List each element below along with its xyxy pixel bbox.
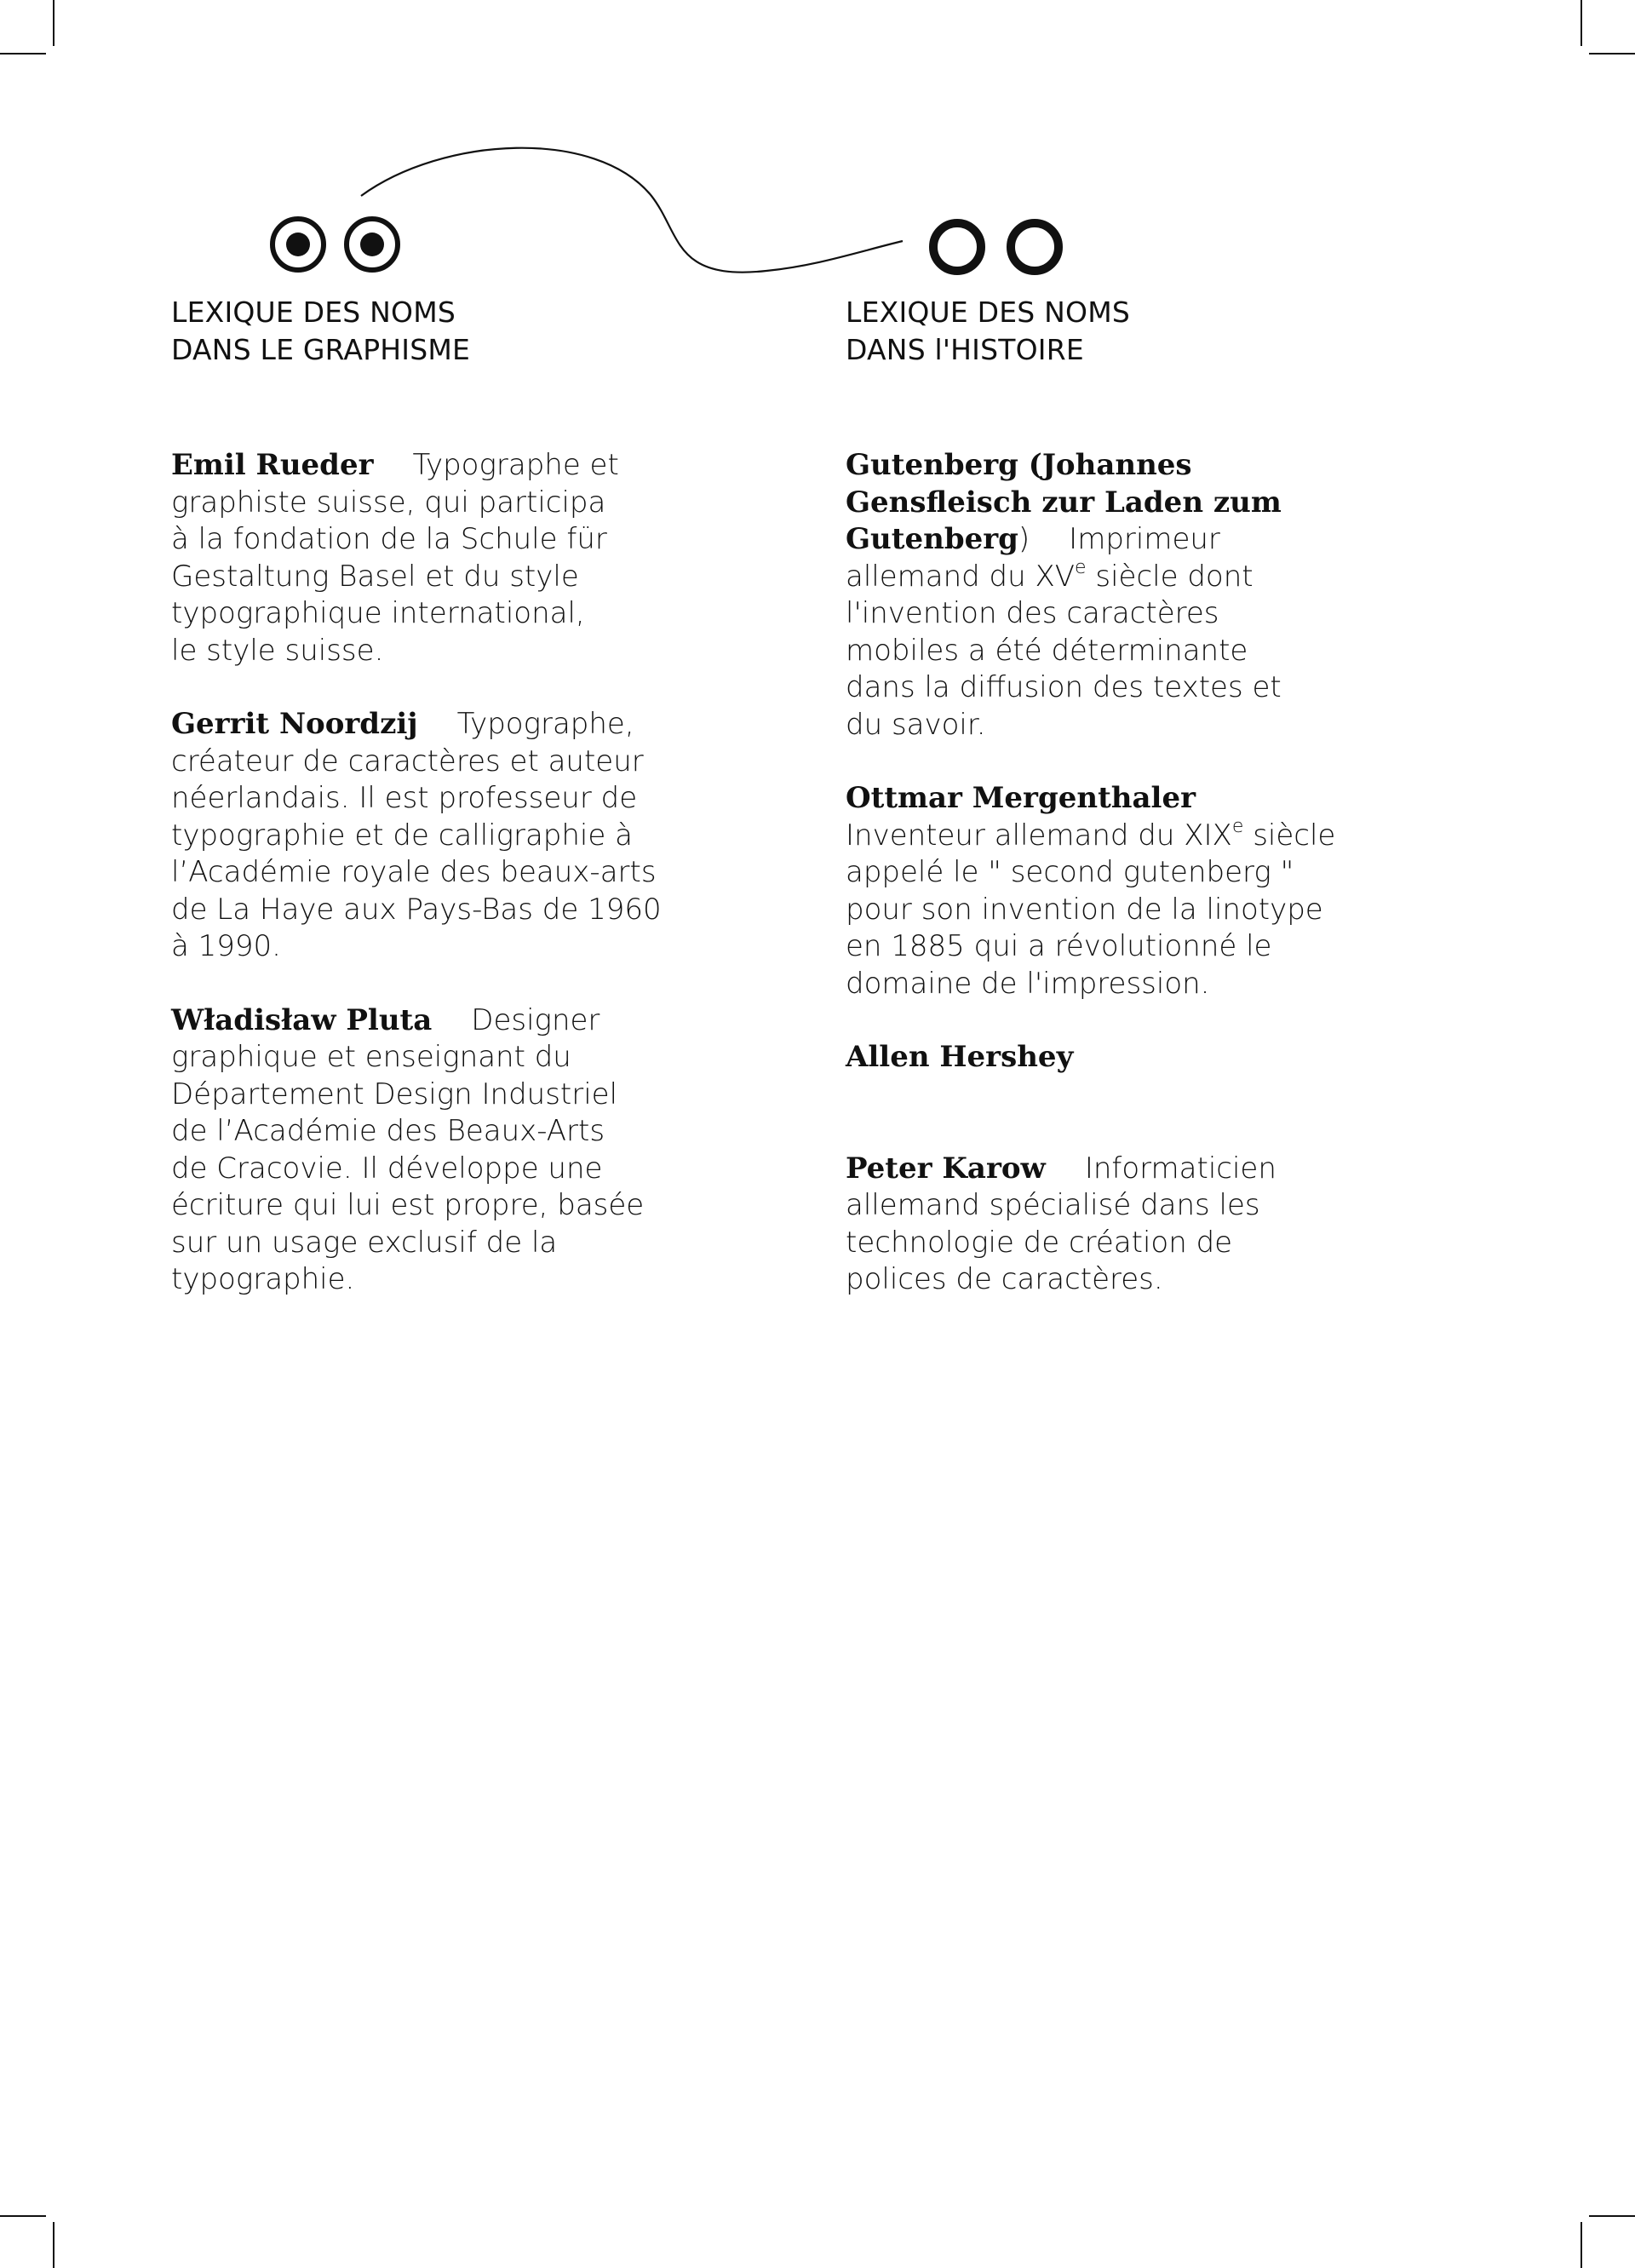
crop-mark-bottom-right-v [1580, 2222, 1582, 2268]
entry-name: Peter Karow [846, 1151, 1046, 1186]
entry-allen-hershey: Allen Hershey [846, 1040, 1074, 1074]
crop-mark-bottom-right-h [1589, 2215, 1635, 2217]
history-entries [846, 447, 1357, 1335]
graphism-lexicon-column [171, 294, 682, 1296]
header-decoration [0, 0, 1635, 307]
entry-emil-rueder: Emil Rueder Typographe et graphiste suisse, qui participa à la fondation de la Schule für Gestaltung Basel et du style typographique international, le style suisse. [171, 448, 619, 668]
curved-line-connector [361, 148, 903, 273]
entry-name: Emil Rueder [171, 448, 374, 482]
crop-mark-bottom-left-v [53, 2222, 54, 2268]
graphism-lexicon-heading: LEXIQUE DES NOMS DANS LE GRAPHISME [171, 296, 471, 366]
entry-name: Gerrit Noordzij [171, 707, 418, 741]
two-target-circles-icon [272, 219, 398, 270]
crop-mark-bottom-left-h [0, 2215, 46, 2217]
entry-wladislaw-pluta: Władisław Pluta Designer graphique et enseignant du Département Design Industriel de l’Académie des Beaux-Arts de Cracovie. Il développe une écriture qui lui est propre, basée sur un usage exclusif de la typographie. [171, 1002, 645, 1296]
entry-peter-karow: Peter Karow Informaticien allemand spécialisé dans les technologie de création de polices de caractères. [846, 1151, 1276, 1296]
entry-ottmar-mergenthaler: Ottmar Mergenthaler Inventeur allemand du XIXe siècle appelé le " second gutenberg " pour son invention de la linotype en 1885 qui a révolutionné le domaine de l'impression. [846, 781, 1336, 1001]
history-lexicon-heading: LEXIQUE DES NOMS DANS l'HISTOIRE [846, 296, 1131, 366]
graphism-entries [171, 447, 682, 1335]
two-open-circles-icon [933, 223, 1058, 271]
entry-gerrit-noordzij: Gerrit Noordzij Typographe, créateur de caractères et auteur néerlandais. Il est professeur de typographie et de calligraphie à l’Académie royale des beaux-arts de La Haye aux Pays-Bas de 1960 à 1990. [171, 707, 662, 963]
entry-gutenberg: Gutenberg (Johannes Gensfleisch zur Laden zum Gutenberg) Imprimeur allemand du XVe siècle dont l'invention des caractères mobiles a été déterminante dans la diffusion des textes et du savoir. [846, 448, 1282, 742]
history-lexicon-column [846, 294, 1357, 1296]
entry-name: Władisław Pluta [171, 1002, 433, 1037]
